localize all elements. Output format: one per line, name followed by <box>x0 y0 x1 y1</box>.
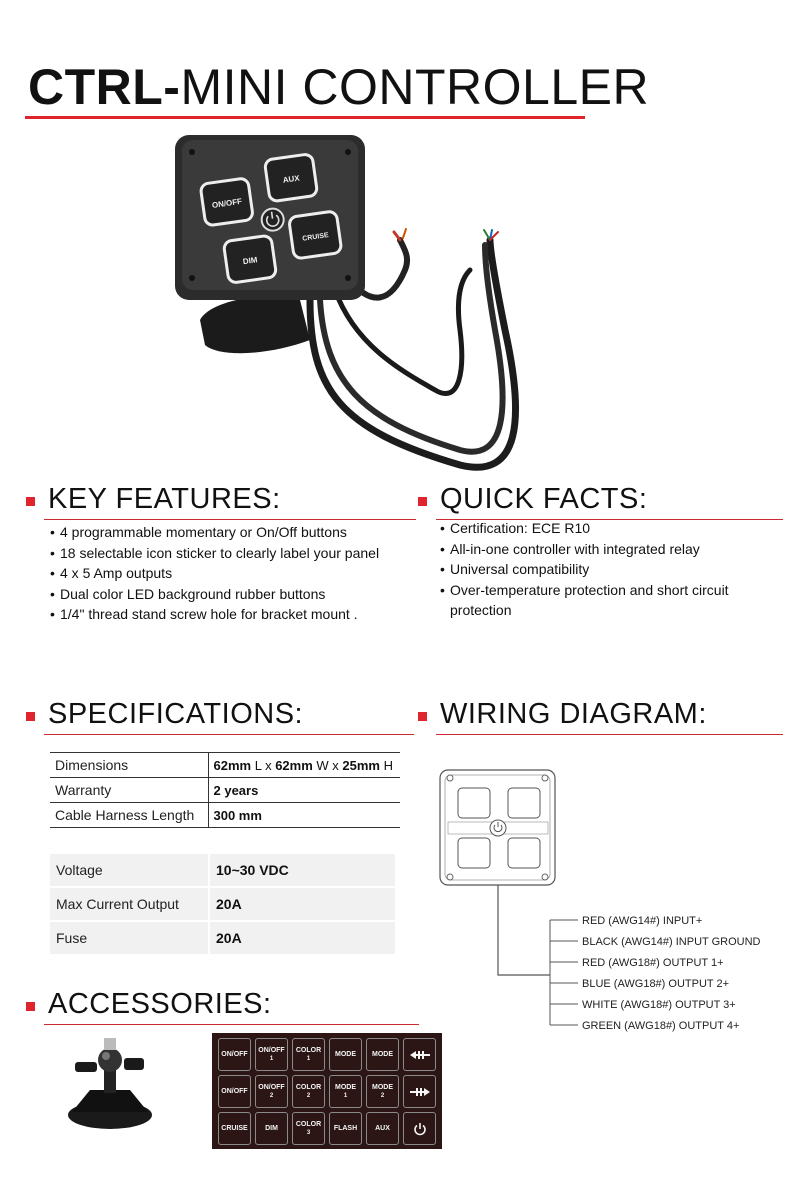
sticker: MODE <box>366 1038 399 1071</box>
button-label-cruise: CRUISE <box>301 232 330 243</box>
sticker: ON/OFF 1 <box>255 1038 288 1071</box>
arrow-right-icon <box>403 1075 436 1108</box>
wire-label: BLACK (AWG14#) INPUT GROUND <box>582 936 761 948</box>
specs-table-electrical <box>50 852 395 956</box>
button-label-on-off: ON/OFF <box>211 196 243 210</box>
table-row: Warranty 2 years <box>50 778 400 803</box>
sticker: COLOR 1 <box>292 1038 325 1071</box>
wire-label: RED (AWG14#) INPUT+ <box>582 915 703 927</box>
sticker: AUX <box>366 1112 399 1145</box>
wire-label: WHITE (AWG18#) OUTPUT 3+ <box>582 999 736 1011</box>
sticker: MODE <box>329 1038 362 1071</box>
list-item: • Certification: ECE R10 <box>440 518 760 539</box>
wire-label: GREEN (AWG18#) OUTPUT 4+ <box>582 1020 740 1032</box>
title-underline <box>25 116 585 119</box>
bracket-mount-image <box>50 1030 170 1140</box>
table-row: Voltage 10~30 VDC <box>50 854 395 886</box>
list-item: • Dual color LED background rubber buttons <box>50 584 410 605</box>
wire-label: RED (AWG18#) OUTPUT 1+ <box>582 957 724 969</box>
power-icon <box>403 1112 436 1145</box>
sticker: ON/OFF <box>218 1075 251 1108</box>
sticker: CRUISE <box>218 1112 251 1145</box>
icon-sticker-sheet <box>212 1033 442 1149</box>
quick-facts-list <box>440 518 760 621</box>
sticker: ON/OFF <box>218 1038 251 1071</box>
sticker: ON/OFF 2 <box>255 1075 288 1108</box>
table-row: Cable Harness Length 300 mm <box>50 803 400 828</box>
sticker: MODE 2 <box>366 1075 399 1108</box>
sticker: COLOR 3 <box>292 1112 325 1145</box>
specs-table-general <box>50 752 400 828</box>
list-item: • All-in-one controller with integrated relay <box>440 539 760 560</box>
table-row: Fuse 20A <box>50 922 395 954</box>
list-item: • 18 selectable icon sticker to clearly label your panel <box>50 543 410 564</box>
controller-product-image <box>160 130 540 490</box>
sticker: COLOR 2 <box>292 1075 325 1108</box>
sticker: DIM <box>255 1112 288 1145</box>
list-item: • Universal compatibility <box>440 559 760 580</box>
wire-label: BLUE (AWG18#) OUTPUT 2+ <box>582 978 730 990</box>
list-item: • 4 programmable momentary or On/Off buttons <box>50 522 410 543</box>
page-title: CTRL-MINI CONTROLLER <box>28 59 650 115</box>
button-label-dim: DIM <box>242 255 259 267</box>
wiring-diagram <box>430 760 790 1040</box>
list-item: • 4 x 5 Amp outputs <box>50 563 410 584</box>
list-item: • 1/4" thread stand screw hole for bracket mount . <box>50 604 410 625</box>
table-row: Dimensions 62mm L x 62mm W x 25mm H <box>50 753 400 778</box>
button-label-aux: AUX <box>282 173 301 185</box>
sticker: FLASH <box>329 1112 362 1145</box>
arrow-left-icon <box>403 1038 436 1071</box>
key-features-list <box>50 522 410 625</box>
table-row: Max Current Output 20A <box>50 888 395 920</box>
list-item: • Over-temperature protection and short circuit protection <box>440 580 760 621</box>
sticker: MODE 1 <box>329 1075 362 1108</box>
